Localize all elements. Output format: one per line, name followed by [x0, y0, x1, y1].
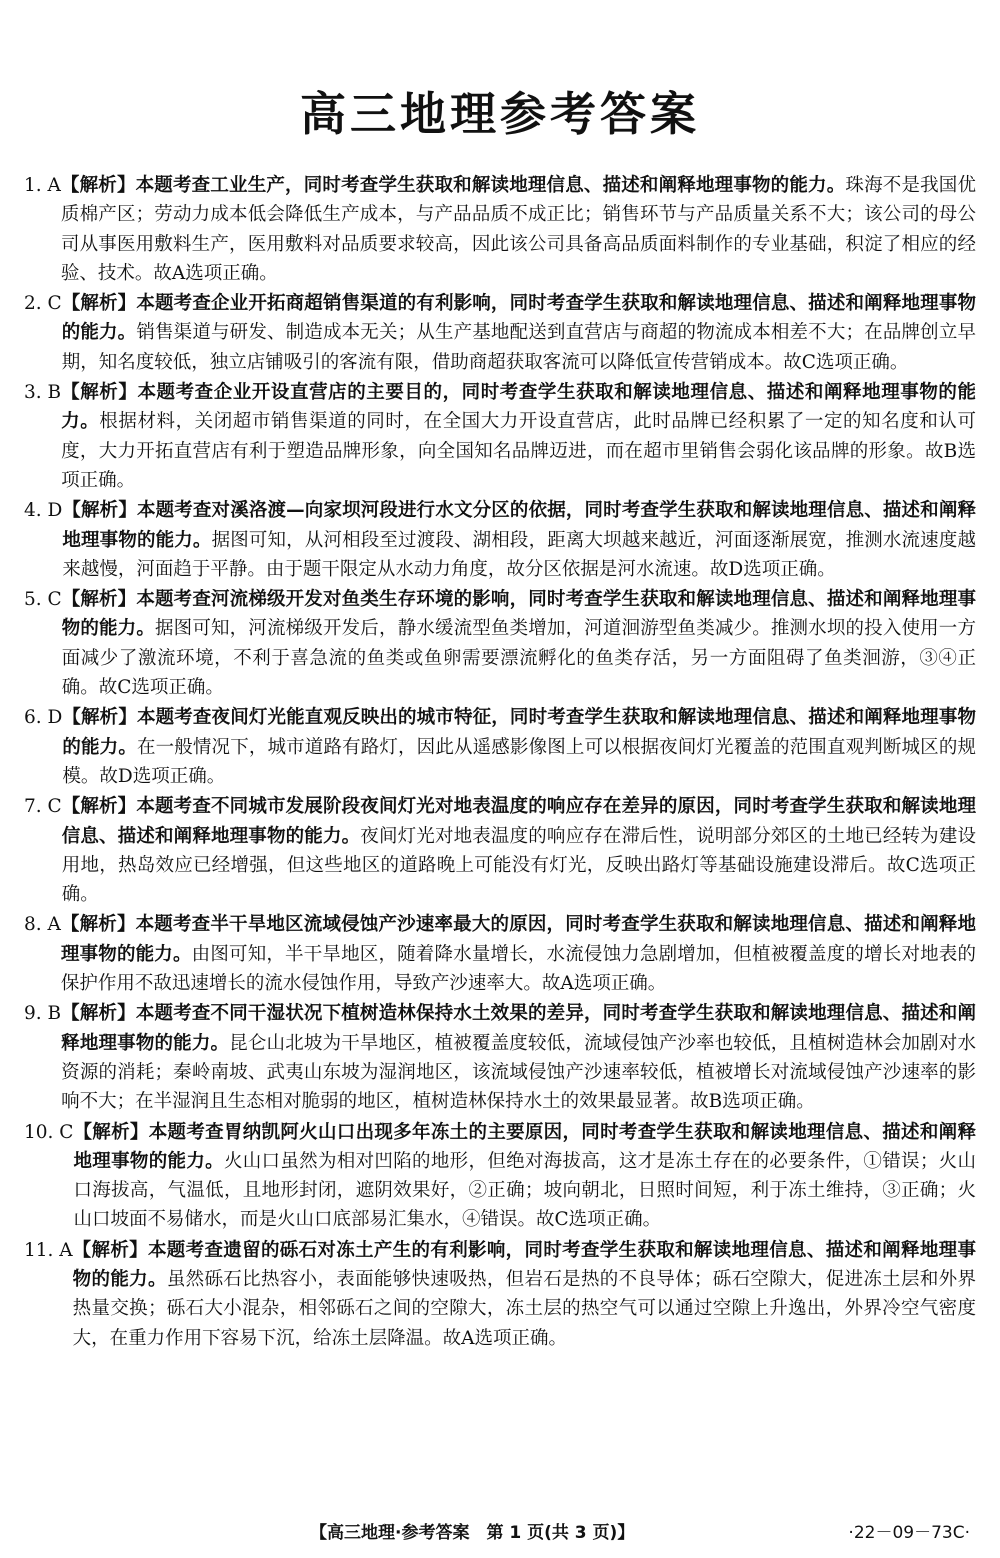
answer-explanation: 虽然砾石比热容小，表面能够快速吸热，但岩石是热的不良导体；砾石空隙大，促进冻土层和外界热量交换；砾石大小混杂，相邻砾石之间的空隙大，冻土层的热空气可以通过空隙上升逸出，外界冷空气密度大，在重力作用下容易下沉，给冻土层降温。故A选项正确。	[72, 1268, 976, 1349]
analysis-tag: 【解析】	[61, 796, 137, 818]
answer-topic: 本题考查不同干湿状况下植树造林保持水土效果的差异，同时考查学生获取和解读地理信息、描述和阐释地理事物的能力。	[61, 1003, 976, 1054]
answer-item	[24, 171, 976, 288]
answer-number: 7. C	[24, 796, 62, 818]
answer-item	[24, 1118, 976, 1235]
analysis-tag: 【解析】	[61, 293, 137, 315]
answer-item	[24, 289, 976, 377]
answer-number: 1. A	[24, 175, 61, 196]
answer-number: 8. A	[24, 914, 61, 936]
answer-explanation: 昆仑山北坡为干旱地区，植被覆盖度较低，流域侵蚀产沙率也较低，且植树造林会加剧对水资源的消耗；秦岭南坡、武夷山东坡为湿润地区，该流域侵蚀产沙速率较低，植被增长对流域侵蚀产沙速率的影响不大；在半湿润且生态相对脆弱的地区，植树造林保持水土的效果最显著。故B选项正确。	[61, 1032, 976, 1113]
answer-explanation: 珠海不是我国优质棉产区；劳动力成本低会降低生产成本，与产品品质不成正比；销售环节与产品质量关系不大；该公司的母公司从事医用敷料生产，医用敷料对品质要求较高，因此该公司具备高品质面料制作的专业基础，积淀了相应的经验、技术。故A选项正确。	[60, 175, 976, 284]
answer-number: 4. D	[24, 500, 63, 522]
answer-item	[24, 585, 976, 702]
answer-explanation: 夜间灯光对地表温度的响应存在滞后性，说明部分郊区的土地已经转为建设用地，热岛效应已经增强，但这些地区的道路晚上可能没有灯光，反映出路灯等基础设施建设滞后。故C选项正确。	[61, 825, 976, 906]
analysis-tag: 【解析】	[62, 707, 137, 729]
answer-topic: 本题考查工业生产，同时考查学生获取和解读地理信息、描述和阐释地理事物的能力。	[135, 175, 846, 196]
answer-number: 6. D	[24, 707, 63, 729]
answer-explanation: 根据材料，关闭超市销售渠道的同时，在全国大力开设直营店，此时品牌已经积累了一定的知名度和认可度，大力开拓直营店有利于塑造品牌形象，向全国知名品牌迈进，而在超市里销售会弱化该品牌的形象。故B选项正确。	[61, 411, 976, 491]
analysis-tag: 【解析】	[60, 175, 136, 196]
analysis-tag: 【解析】	[62, 500, 137, 522]
answer-body	[62, 585, 976, 702]
answer-body	[62, 792, 976, 909]
answer-list	[24, 171, 976, 1354]
answer-explanation: 火山口虽然为相对凹陷的地形，但绝对海拔高，这才是冻土存在的必要条件，①错误；火山口海拔高，气温低，且地形封闭，遮阴效果好，②正确；坡向朝北，日照时间短，利于冻土维持，③正确；火山口坡面不易储水，而是火山口底部易汇集水，④错误。故C选项正确。	[73, 1150, 976, 1231]
answer-body	[61, 378, 976, 495]
answer-body	[61, 910, 976, 998]
answer-topic: 本题考查不同城市发展阶段夜间灯光对地表温度的响应存在差异的原因，同时考查学生获取和解读地理信息、描述和阐释地理事物的能力。	[61, 796, 976, 847]
footer-page-info: 【高三地理·参考答案 第 1 页(共 3 页)】	[310, 1523, 635, 1543]
answer-explanation: 由图可知，半干旱地区，随着降水量增长，水流侵蚀力急剧增加，但植被覆盖度的增长对地表的保护作用不敌迅速增长的流水侵蚀作用，导致产沙速率大。故A选项正确。	[60, 943, 976, 995]
answer-body	[73, 1236, 976, 1353]
answer-body	[62, 496, 976, 584]
answer-item	[24, 1236, 976, 1353]
answer-item	[24, 496, 976, 584]
answer-body	[62, 289, 976, 377]
analysis-tag: 【解析】	[72, 1239, 148, 1261]
answer-topic: 本题考查夜间灯光能直观反映出的城市特征，同时考查学生获取和解读地理信息、描述和阐释地理事物的能力。	[62, 707, 976, 758]
analysis-tag: 【解析】	[61, 1003, 136, 1025]
page-title: 高三地理参考答案	[300, 87, 700, 141]
answer-topic: 本题考查半干旱地区流域侵蚀产沙速率最大的原因，同时考查学生获取和解读地理信息、描述和阐释地理事物的能力。	[60, 914, 976, 965]
answer-number: 5. C	[24, 589, 62, 611]
answer-explanation: 据图可知，从河相段至过渡段、湖相段，距离大坝越来越近，河面逐渐展宽，推测水流速度越来越慢，河面趋于平静。由于题干限定从水动力角度，故分区依据是河水流速。故D选项正确。	[62, 529, 976, 580]
answer-topic: 本题考查胃纳凯阿火山口出现多年冻土的主要原因，同时考查学生获取和解读地理信息、描述和阐释地理事物的能力。	[73, 1121, 976, 1172]
answer-topic: 本题考查河流梯级开发对鱼类生存环境的影响，同时考查学生获取和解读地理信息、描述和阐释地理事物的能力。	[61, 589, 976, 640]
answer-topic: 本题考查企业开设直营店的主要目的，同时考查学生获取和解读地理信息、描述和阐释地理事物的能力。	[61, 382, 976, 433]
answer-number: 11. A	[24, 1239, 73, 1261]
answer-item	[24, 792, 976, 909]
answer-number: 3. B	[24, 382, 62, 404]
answer-body	[61, 999, 976, 1116]
answer-explanation: 销售渠道与研发、制造成本无关；从生产基地配送到直营店与商超的物流成本相差不大；在品牌创立早期，知名度较低，独立店铺吸引的客流有限，借助商超获取客流可以降低宣传营销成本。故C选项正确。	[61, 322, 976, 373]
answer-number: 9. B	[24, 1003, 62, 1025]
answer-topic: 本题考查对溪洛渡—向家坝河段进行水文分区的依据，同时考查学生获取和解读地理信息、描述和阐释地理事物的能力。	[62, 500, 976, 551]
answer-item	[24, 999, 976, 1116]
answer-body	[61, 171, 976, 288]
answer-explanation: 据图可知，河流梯级开发后，静水缓流型鱼类增加，河道洄游型鱼类减少。推测水坝的投入使用一方面减少了激流环境，不利于喜急流的鱼类或鱼卵需要漂流孵化的鱼类存活，另一方面阻碍了鱼类洄游，③④正确。故C选项正确。	[61, 618, 976, 699]
answer-number: 10. C	[24, 1121, 74, 1143]
answer-explanation: 在一般情况下，城市道路有路灯，因此从遥感影像图上可以根据夜间灯光覆盖的范围直观判断城区的规模。故D选项正确。	[62, 736, 976, 787]
analysis-tag: 【解析】	[61, 589, 137, 611]
answer-number: 2. C	[24, 293, 62, 315]
analysis-tag: 【解析】	[61, 382, 138, 404]
page-footer	[0, 1518, 1000, 1548]
answer-topic: 本题考查企业开拓商超销售渠道的有利影响，同时考查学生获取和解读地理信息、描述和阐释地理事物的能力。	[61, 293, 976, 344]
answer-body	[73, 1118, 976, 1235]
answer-item	[24, 703, 976, 791]
answer-topic: 本题考查遗留的砾石对冻土产生的有利影响，同时考查学生获取和解读地理信息、描述和阐释地理事物的能力。	[72, 1239, 976, 1290]
answer-item	[24, 910, 976, 998]
answer-body	[62, 703, 976, 791]
analysis-tag: 【解析】	[60, 914, 136, 936]
answer-item	[24, 378, 976, 495]
analysis-tag: 【解析】	[73, 1121, 149, 1143]
footer-doc-code: ·22－09－73C·	[848, 1523, 970, 1543]
